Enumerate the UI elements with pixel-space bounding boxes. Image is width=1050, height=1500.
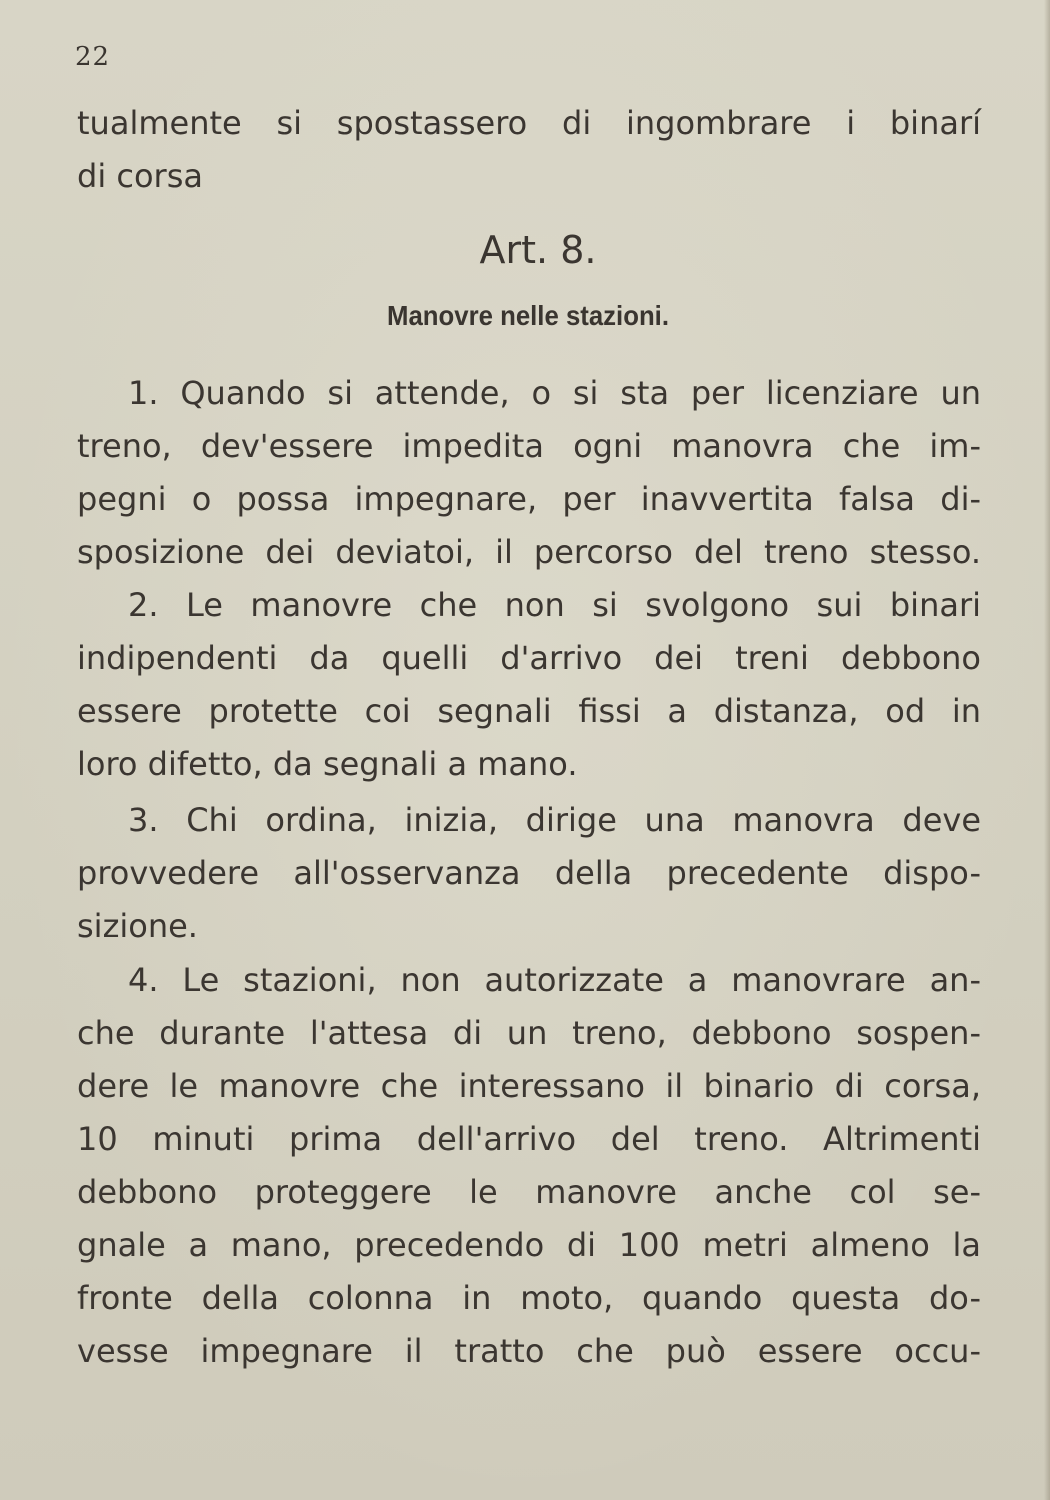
text-line: gnale a mano, precedendo di 100 metri almeno la bbox=[77, 1226, 981, 1264]
page-edge bbox=[1044, 0, 1050, 1500]
text-line: 2. Le manovre che non si svolgono sui binari bbox=[128, 586, 981, 624]
text-line: sizione. bbox=[77, 907, 198, 945]
text-line: 3. Chi ordina, inizia, dirige una manovra deve bbox=[128, 801, 981, 839]
text-line: dere le manovre che interessano il binario di corsa, bbox=[77, 1067, 981, 1105]
text-line: treno, dev'essere impedita ogni manovra che im- bbox=[77, 427, 981, 465]
text-line: indipendenti da quelli d'arrivo dei treni debbono bbox=[77, 639, 981, 677]
text-line: pegni o possa impegnare, per inavvertita falsa di- bbox=[77, 480, 981, 518]
text-line: tualmente si spostassero di ingombrare i binarí bbox=[77, 104, 981, 142]
text-line: 10 minuti prima dell'arrivo del treno. Altrimenti bbox=[77, 1120, 981, 1158]
section-title: Manovre nelle stazioni. bbox=[386, 300, 670, 331]
page-number: 22 bbox=[75, 42, 111, 72]
text-line: essere protette coi segnali fissi a distanza, od in bbox=[77, 692, 981, 730]
text-line: provvedere all'osservanza della precedente dispo- bbox=[77, 854, 981, 892]
text-line: 1. Quando si attende, o si sta per licenziare un bbox=[128, 374, 981, 412]
article-title: Art. 8. bbox=[479, 228, 597, 272]
text-line: fronte della colonna in moto, quando questa do- bbox=[77, 1279, 981, 1317]
text-line: vesse impegnare il tratto che può essere occu- bbox=[77, 1332, 981, 1370]
text-line: sposizione dei deviatoi, il percorso del treno stesso. bbox=[77, 533, 981, 571]
text-line: debbono proteggere le manovre anche col se- bbox=[77, 1173, 981, 1211]
text-line: loro difetto, da segnali a mano. bbox=[77, 745, 578, 783]
text-line: di corsa bbox=[77, 157, 203, 195]
text-line: che durante l'attesa di un treno, debbono sospen- bbox=[77, 1014, 981, 1052]
text-line: 4. Le stazioni, non autorizzate a manovrare an- bbox=[128, 961, 981, 999]
